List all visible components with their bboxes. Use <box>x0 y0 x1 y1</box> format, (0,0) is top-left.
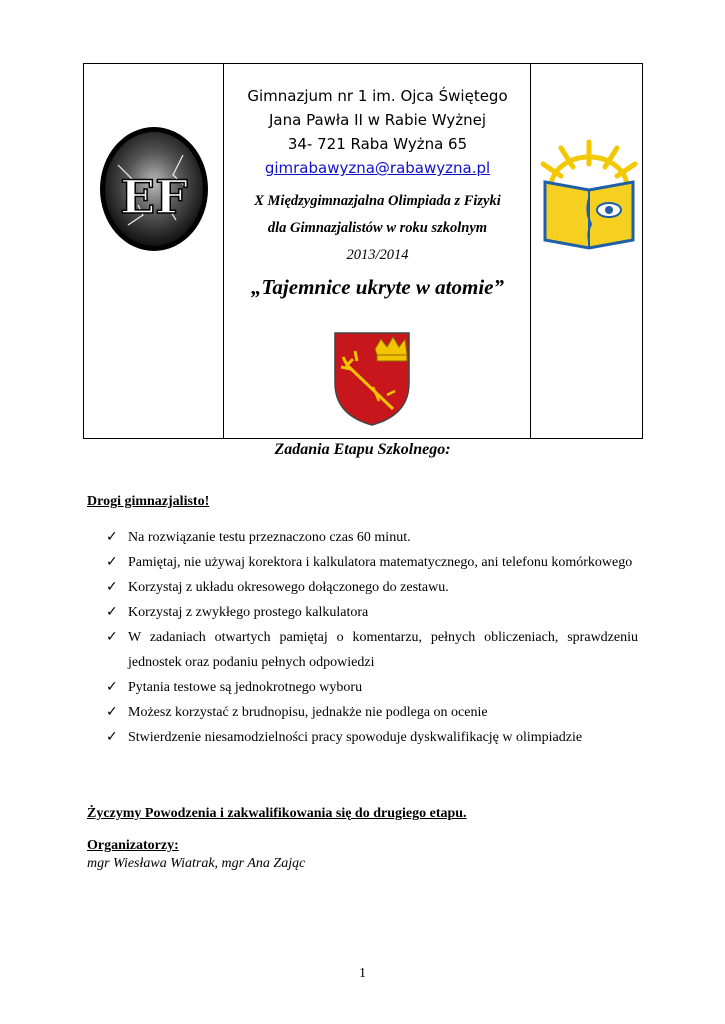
physics-club-logo-icon <box>98 125 210 253</box>
checkmark-icon: ✓ <box>106 529 118 545</box>
header-center <box>225 84 530 300</box>
school-name-line: Gimnazjum nr 1 im. Ojca Świętego <box>247 87 508 105</box>
list-item <box>104 550 638 575</box>
rule-text: Na rozwiązanie testu przeznaczono czas 60 minut. <box>128 530 411 545</box>
school-year: 2013/2014 <box>346 247 409 263</box>
greeting: Drogi gimnazjalisto! <box>87 494 210 509</box>
rule-text: Możesz korzystać z brudnopisu, jednakże nie podlega on ocenie <box>128 705 488 720</box>
list-item <box>104 675 638 700</box>
olympiad-subtitle: dla Gimnazjalistów w roku szkolnym <box>267 220 488 236</box>
checkmark-icon: ✓ <box>106 679 118 695</box>
list-item <box>104 725 638 750</box>
coat-of-arms-icon <box>333 331 411 427</box>
school-name-line: Jana Pawła II w Rabie Wyżnej <box>269 111 486 129</box>
olympiad-motto: „Tajemnice ukryte w atomie” <box>251 275 504 299</box>
checkmark-icon: ✓ <box>106 604 118 620</box>
logo-text: EF <box>120 170 188 224</box>
rule-text: Korzystaj z układu okresowego dołączonego do zestawu. <box>128 580 449 595</box>
list-item <box>104 700 638 725</box>
rules-list <box>104 525 638 750</box>
checkmark-icon: ✓ <box>106 729 118 745</box>
olympiad-title: X Międzygimnazjalna Olimpiada z Fizyki <box>254 193 501 209</box>
stage-title: Zadania Etapu Szkolnego: <box>274 441 451 458</box>
list-item <box>104 575 638 600</box>
rule-text: Korzystaj z zwykłego prostego kalkulatora <box>128 605 369 620</box>
sun-book-eye-logo-icon <box>533 112 645 252</box>
organizers-names: mgr Wiesława Wiatrak, mgr Ana Zając <box>87 856 306 871</box>
page-number: 1 <box>359 966 366 981</box>
list-item <box>104 625 638 675</box>
list-item <box>104 600 638 625</box>
table-divider <box>223 64 224 438</box>
rule-text: Pamiętaj, nie używaj korektora i kalkulatora matematycznego, ani telefonu komórkowego <box>128 555 633 570</box>
checkmark-icon: ✓ <box>106 704 118 720</box>
checkmark-icon: ✓ <box>106 554 118 570</box>
organizers-label: Organizatorzy: <box>87 838 179 853</box>
good-luck-message: Życzymy Powodzenia i zakwalifikowania się do drugiego etapu. <box>87 806 467 821</box>
checkmark-icon: ✓ <box>106 629 118 645</box>
rule-text: Stwierdzenie niesamodzielności pracy spowoduje dyskwalifikację w olimpiadzie <box>128 730 583 745</box>
list-item <box>104 525 638 550</box>
school-address: 34- 721 Raba Wyżna 65 <box>287 135 468 153</box>
rule-text: Pytania testowe są jednokrotnego wyboru <box>128 680 363 695</box>
rule-text: W zadaniach otwartych pamiętaj o komentarzu, pełnych obliczeniach, sprawdzeniu jednostek oraz podaniu pełnych odpowiedzi <box>128 630 638 670</box>
table-divider <box>530 64 531 438</box>
checkmark-icon: ✓ <box>106 579 118 595</box>
school-email-link[interactable]: gimrabawyzna@rabawyzna.pl <box>264 159 491 177</box>
